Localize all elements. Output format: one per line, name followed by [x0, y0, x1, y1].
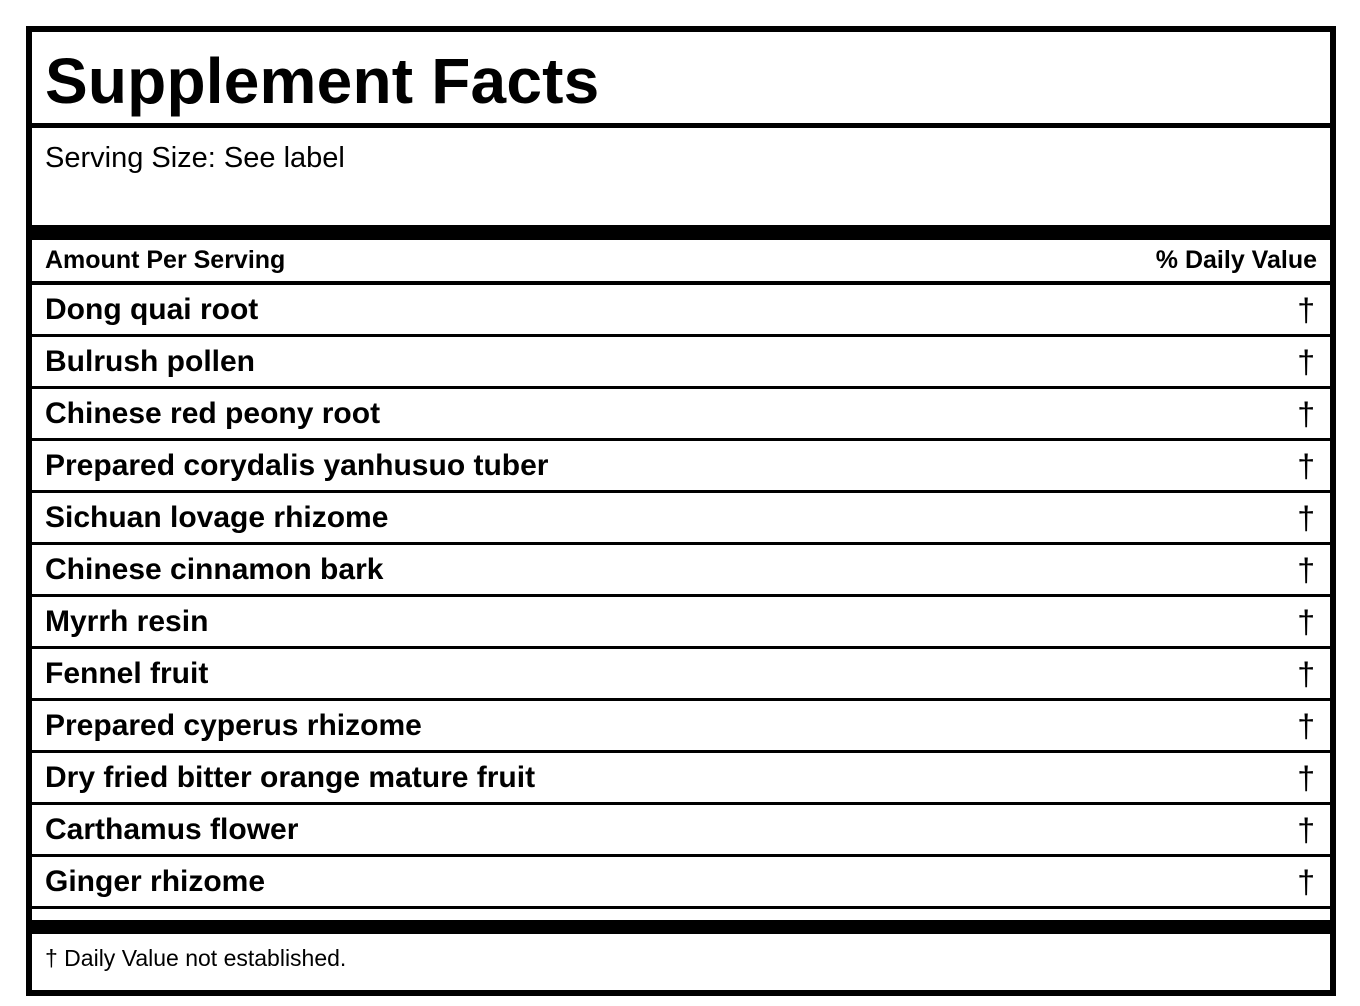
ingredient-row [32, 285, 1330, 337]
footnote: † Daily Value not established. [45, 945, 347, 971]
ingredient-name: Myrrh resin [45, 604, 209, 638]
ingredient-row [32, 545, 1330, 597]
thick-divider [32, 225, 1330, 240]
daily-value-mark: † [1297, 863, 1315, 900]
daily-value-mark: † [1297, 395, 1315, 432]
ingredient-row [32, 597, 1330, 649]
ingredient-name: Fennel fruit [45, 656, 209, 690]
daily-value-header: % Daily Value [1155, 246, 1317, 274]
ingredient-row [32, 441, 1330, 493]
ingredient-name: Prepared cyperus rhizome [45, 708, 422, 742]
ingredient-name: Dong quai root [45, 292, 259, 326]
ingredient-row [32, 805, 1330, 857]
panel-title: Supplement Facts [45, 45, 600, 117]
daily-value-mark: † [1297, 291, 1315, 328]
ingredient-name: Prepared corydalis yanhusuo tuber [45, 448, 549, 482]
column-header-row [32, 240, 1330, 285]
ingredient-row [32, 857, 1330, 909]
title-section [32, 32, 1330, 128]
blank-divider-row [32, 909, 1330, 920]
ingredient-name: Carthamus flower [45, 812, 299, 846]
supplement-facts-panel [26, 26, 1336, 996]
serving-size: Serving Size: See label [45, 142, 345, 174]
ingredient-name: Bulrush pollen [45, 344, 255, 378]
ingredient-row [32, 389, 1330, 441]
serving-section [32, 128, 1330, 225]
ingredient-row [32, 753, 1330, 805]
ingredient-name: Ginger rhizome [45, 864, 266, 898]
daily-value-mark: † [1297, 811, 1315, 848]
ingredient-row [32, 649, 1330, 701]
daily-value-mark: † [1297, 551, 1315, 588]
daily-value-mark: † [1297, 343, 1315, 380]
daily-value-mark: † [1297, 447, 1315, 484]
daily-value-mark: † [1297, 655, 1315, 692]
ingredient-row [32, 493, 1330, 545]
ingredient-name: Chinese cinnamon bark [45, 552, 384, 586]
ingredient-name: Dry fried bitter orange mature fruit [45, 760, 536, 794]
thick-divider-bottom [32, 920, 1330, 934]
daily-value-mark: † [1297, 759, 1315, 796]
ingredient-name: Chinese red peony root [45, 396, 381, 430]
ingredient-row [32, 337, 1330, 389]
ingredient-row [32, 701, 1330, 753]
daily-value-mark: † [1297, 707, 1315, 744]
ingredient-name: Sichuan lovage rhizome [45, 500, 389, 534]
amount-per-serving-header: Amount Per Serving [45, 246, 286, 274]
daily-value-mark: † [1297, 603, 1315, 640]
daily-value-mark: † [1297, 499, 1315, 536]
